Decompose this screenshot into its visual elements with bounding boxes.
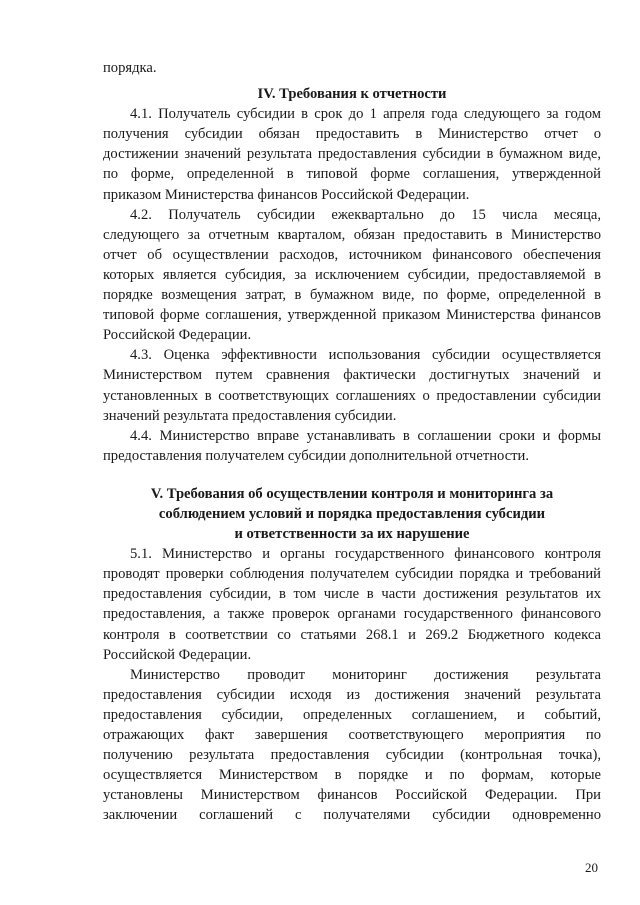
text-line: порядке возмещения затрат, в бумажном виде, по форме, определенной в <box>103 287 601 304</box>
text-line: контроля в соответствии со статьями 268.1 и 269.2 Бюджетного кодекса <box>103 626 601 643</box>
text-line: получения субсидии обязан предоставить в Министерство отчет о <box>103 126 601 143</box>
heading-line: и ответственности за их нарушение <box>234 526 470 543</box>
text-line: предоставления получателем субсидии дополнительной отчетности. <box>103 447 530 464</box>
text-line: 5.1. Министерство и органы государственного финансового контроля <box>130 546 601 563</box>
text-line: типовой форме соглашения, утвержденной приказом Министерства финансов <box>103 307 601 324</box>
paragraph-4-3 <box>103 345 601 425</box>
text-line: Министерством путем сравнения фактически достигнутых значений и <box>103 367 601 384</box>
text-line: предоставления субсидии, в том числе в части достижения результатов их <box>103 586 601 603</box>
text-line: приказом Министерства финансов Российской Федерации. <box>103 186 470 203</box>
text-line: предоставления, а также проверок органами государственного финансового <box>103 606 601 623</box>
text-line: 4.3. Оценка эффективности использования субсидии осуществляется <box>130 347 601 364</box>
heading-line: V. Требования об осуществлении контроля и мониторинга за <box>150 485 554 502</box>
text-line: достижении значений результата предоставления субсидии в бумажном виде, <box>103 146 601 163</box>
section-4-heading: IV. Требования к отчетности <box>257 86 447 103</box>
text-line: предоставления субсидии исходя из достижения значений результата <box>103 686 601 703</box>
section-5-heading <box>103 484 601 544</box>
paragraph-4-2 <box>103 205 601 346</box>
text-line: 4.4. Министерство вправе устанавливать в соглашении сроки и формы <box>130 427 601 444</box>
text-line: предоставления субсидии, определенных соглашением, и событий, <box>103 706 601 723</box>
paragraph-5-1 <box>103 544 601 665</box>
carryover-text: порядка. <box>103 60 157 76</box>
text-line: Российской Федерации. <box>103 327 252 344</box>
text-line: Российской Федерации. <box>103 646 252 663</box>
text-line: значений результата предоставления субсидии. <box>103 407 397 424</box>
paragraph-5-1-monitoring <box>103 665 601 826</box>
heading-line: соблюдением условий и порядка предоставления субсидии <box>158 505 546 522</box>
text-line: 4.1. Получатель субсидии в срок до 1 апреля года следующего за годом <box>130 106 601 123</box>
text-line: отражающих факт завершения соответствующего мероприятия по <box>103 727 601 743</box>
text-line: заключении соглашений с получателями субсидии одновременно <box>103 807 601 824</box>
text-line: осуществляется Министерством в порядке и по формам, которые <box>103 767 601 784</box>
text-line: проводят проверки соблюдения получателем субсидии порядка и требований <box>103 566 601 583</box>
text-line: Министерство проводит мониторинг достижения результата <box>130 666 601 683</box>
text-line: отчет об осуществлении расходов, источником финансового обеспечения <box>103 246 601 263</box>
text-line: получению результата предоставления субсидии (контрольная точка), <box>103 747 601 764</box>
paragraph-4-4 <box>103 426 601 466</box>
text-line: следующего за отчетным кварталом, обязан предоставить в Министерство <box>103 226 601 243</box>
page-number: 20 <box>585 860 598 875</box>
text-line: установлены Министерством финансов Российской Федерации. При <box>103 787 601 804</box>
document-page <box>103 58 601 825</box>
text-line: по форме, определенной в типовой форме соглашения, утвержденной <box>103 166 601 183</box>
paragraph-4-1 <box>103 104 601 204</box>
text-line: установленных в соответствующих соглашениях о предоставлении субсидии <box>103 387 601 404</box>
text-line: 4.2. Получатель субсидии ежеквартально до 15 числа месяца, <box>130 206 601 223</box>
text-line: которых является субсидия, за исключением субсидии, предоставляемой в <box>103 266 601 283</box>
